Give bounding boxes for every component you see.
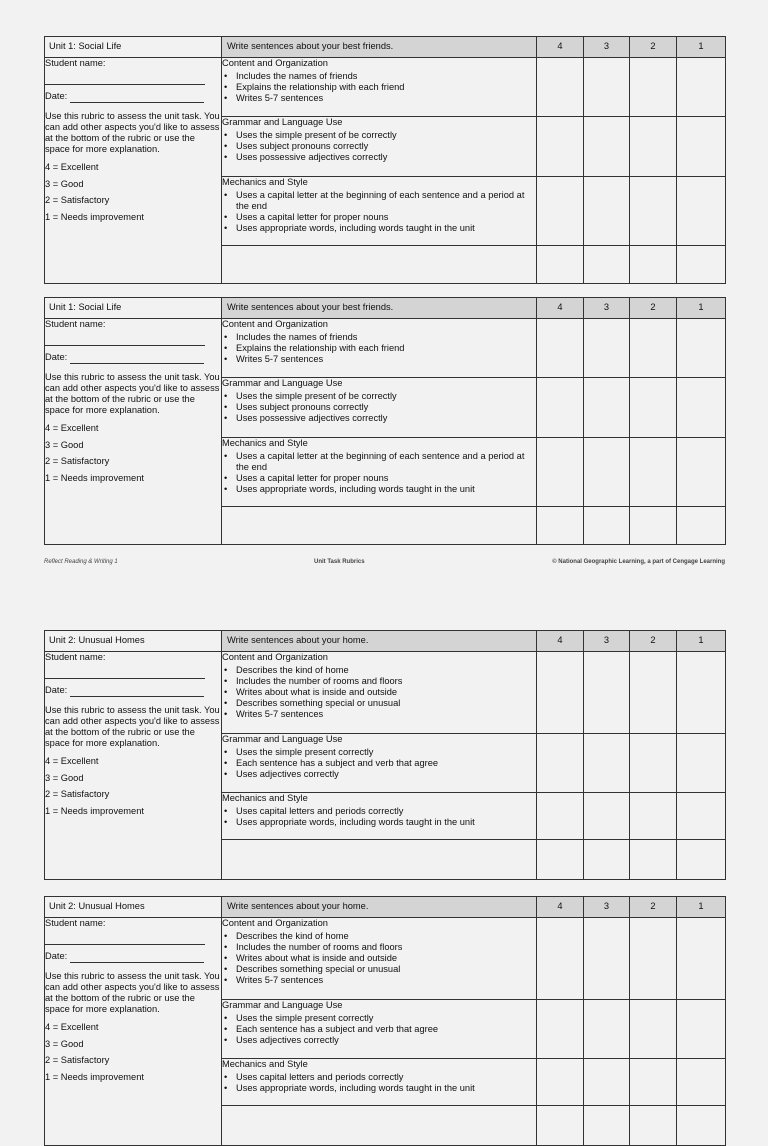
criteria-row (45, 319, 726, 378)
score-cell[interactable] (584, 117, 630, 177)
criterion-item: • Uses a capital letter at the beginning of each sentence and a period at the end (222, 190, 536, 212)
score-cell[interactable] (630, 840, 677, 880)
score-cell[interactable] (677, 117, 726, 177)
score-cell[interactable] (630, 652, 677, 734)
score-cell[interactable] (537, 438, 584, 507)
criterion-title: Content and Organization (222, 58, 328, 68)
score-cell[interactable] (537, 734, 584, 793)
score-level: 4 = Excellent (45, 423, 99, 434)
score-header: 2 (630, 631, 677, 652)
criterion-title: Content and Organization (222, 652, 328, 662)
score-header: 1 (677, 298, 726, 319)
rubric-instructions: Use this rubric to assess the unit task. You can add other aspects you'd like to assess at the bottom of the rubric or use the space for more explanation. (45, 371, 220, 415)
criterion-list (222, 1072, 536, 1094)
task-prompt: Write sentences about your home. (222, 631, 537, 652)
criterion-item: • Writes 5-7 sentences (222, 709, 536, 720)
score-cell[interactable] (537, 507, 584, 545)
score-cell[interactable] (584, 177, 630, 246)
extra-criterion-cell[interactable] (222, 246, 537, 284)
criterion-item: • Each sentence has a subject and verb that agree (222, 1024, 536, 1035)
score-header: 4 (537, 298, 584, 319)
score-cell[interactable] (537, 117, 584, 177)
score-cell[interactable] (584, 918, 630, 1000)
score-cell[interactable] (630, 507, 677, 545)
score-cell[interactable] (677, 840, 726, 880)
criterion-cell (222, 177, 537, 246)
criterion-cell (222, 652, 537, 734)
rubric-table (44, 896, 726, 1146)
date-field[interactable] (70, 354, 204, 364)
rubric-header-row (45, 897, 726, 918)
score-cell[interactable] (537, 1059, 584, 1106)
criterion-item: • Writes 5-7 sentences (222, 975, 536, 986)
student-name-field[interactable] (45, 943, 205, 945)
score-level: 1 = Needs improvement (45, 211, 144, 222)
criterion-title: Content and Organization (222, 319, 328, 329)
score-cell[interactable] (630, 117, 677, 177)
score-cell[interactable] (630, 793, 677, 840)
criterion-item: • Uses appropriate words, including words taught in the unit (222, 817, 536, 828)
criterion-list (222, 1013, 536, 1046)
score-cell[interactable] (630, 1000, 677, 1059)
criteria-row (45, 918, 726, 1000)
score-cell[interactable] (677, 1000, 726, 1059)
criterion-item: • Uses adjectives correctly (222, 1035, 536, 1046)
unit-title: Unit 2: Unusual Homes (45, 631, 222, 652)
rubric-instructions: Use this rubric to assess the unit task. You can add other aspects you'd like to assess at the bottom of the rubric or use the space for more explanation. (45, 110, 220, 154)
criterion-item: • Writes 5-7 sentences (222, 93, 536, 104)
date-field[interactable] (70, 687, 204, 697)
criterion-cell (222, 918, 537, 1000)
date-label: Date: (45, 951, 68, 962)
score-cell[interactable] (584, 378, 630, 438)
score-level: 1 = Needs improvement (45, 1071, 144, 1082)
criterion-cell (222, 378, 537, 438)
criterion-item: • Uses the simple present correctly (222, 1013, 536, 1024)
score-cell[interactable] (630, 918, 677, 1000)
rubric-table (44, 36, 726, 284)
score-header: 4 (537, 37, 584, 58)
date-label: Date: (45, 91, 68, 102)
criterion-title: Mechanics and Style (222, 177, 308, 187)
score-header: 4 (537, 897, 584, 918)
criterion-item: • Writes about what is inside and outside (222, 953, 536, 964)
criterion-list (222, 931, 536, 986)
extra-criterion-cell[interactable] (222, 1106, 537, 1146)
score-header: 3 (584, 37, 630, 58)
criterion-item: • Uses a capital letter for proper nouns (222, 212, 536, 223)
criterion-title: Content and Organization (222, 918, 328, 928)
score-header: 1 (677, 897, 726, 918)
student-name-label: Student name: (45, 652, 106, 662)
extra-criterion-cell[interactable] (222, 507, 537, 545)
criterion-item: • Uses possessive adjectives correctly (222, 413, 536, 424)
criterion-title: Mechanics and Style (222, 438, 308, 448)
rubric-instructions: Use this rubric to assess the unit task. You can add other aspects you'd like to assess at the bottom of the rubric or use the space for more explanation. (45, 970, 220, 1014)
score-cell[interactable] (677, 734, 726, 793)
date-label: Date: (45, 685, 68, 696)
score-cell[interactable] (630, 177, 677, 246)
rubric-header-row (45, 631, 726, 652)
criterion-item: • Uses possessive adjectives correctly (222, 152, 536, 163)
criterion-title: Grammar and Language Use (222, 378, 343, 388)
criterion-list (222, 130, 536, 163)
criterion-item: • Uses appropriate words, including words taught in the unit (222, 1083, 536, 1094)
score-cell[interactable] (630, 1059, 677, 1106)
task-prompt: Write sentences about your best friends. (222, 37, 537, 58)
criterion-item: • Uses the simple present correctly (222, 747, 536, 758)
criteria-row (45, 58, 726, 117)
date-field[interactable] (70, 953, 204, 963)
criterion-title: Mechanics and Style (222, 1059, 308, 1069)
rubric-header-row (45, 298, 726, 319)
date-label: Date: (45, 352, 68, 363)
criterion-title: Grammar and Language Use (222, 1000, 343, 1010)
score-cell[interactable] (584, 793, 630, 840)
task-prompt: Write sentences about your home. (222, 897, 537, 918)
score-cell[interactable] (677, 507, 726, 545)
score-level: 2 = Satisfactory (45, 789, 110, 800)
page-footer (44, 559, 725, 569)
score-cell[interactable] (584, 58, 630, 117)
criterion-item: • Writes about what is inside and outside (222, 687, 536, 698)
criterion-list (222, 806, 536, 828)
score-cell[interactable] (677, 177, 726, 246)
score-header: 2 (630, 298, 677, 319)
score-cell[interactable] (677, 246, 726, 284)
date-row (45, 352, 221, 363)
score-level: 3 = Good (45, 1038, 84, 1049)
score-header: 3 (584, 631, 630, 652)
criterion-list (222, 747, 536, 780)
criterion-item: • Uses a capital letter at the beginning of each sentence and a period at the end (222, 451, 536, 473)
score-cell[interactable] (630, 734, 677, 793)
score-level: 2 = Satisfactory (45, 1055, 110, 1066)
score-cell[interactable] (537, 793, 584, 840)
score-header: 3 (584, 298, 630, 319)
score-cell[interactable] (677, 1059, 726, 1106)
score-cell[interactable] (677, 58, 726, 117)
score-cell[interactable] (537, 840, 584, 880)
criterion-list (222, 451, 536, 495)
score-cell[interactable] (584, 840, 630, 880)
criterion-cell (222, 1059, 537, 1106)
student-name-field[interactable] (45, 677, 205, 679)
date-row (45, 951, 221, 962)
student-name-label: Student name: (45, 319, 106, 329)
criterion-item: • Describes the kind of home (222, 931, 536, 942)
score-header: 1 (677, 631, 726, 652)
score-cell[interactable] (677, 378, 726, 438)
score-cell[interactable] (630, 58, 677, 117)
criterion-title: Grammar and Language Use (222, 734, 343, 744)
rubric-instructions: Use this rubric to assess the unit task. You can add other aspects you'd like to assess at the bottom of the rubric or use the space for more explanation. (45, 704, 220, 748)
score-cell[interactable] (630, 1106, 677, 1146)
criterion-item: • Uses appropriate words, including words taught in the unit (222, 223, 536, 234)
score-cell[interactable] (584, 246, 630, 284)
student-name-label: Student name: (45, 58, 106, 68)
criterion-item: • Includes the number of rooms and floors (222, 942, 536, 953)
score-cell[interactable] (584, 734, 630, 793)
date-row (45, 91, 221, 102)
criterion-list (222, 71, 536, 104)
criterion-item: • Describes the kind of home (222, 665, 536, 676)
student-info-panel (45, 58, 222, 284)
score-cell[interactable] (537, 1000, 584, 1059)
score-cell[interactable] (537, 319, 584, 378)
score-cell[interactable] (537, 918, 584, 1000)
footer-copyright: © National Geographic Learning, a part of Cengage Learning (552, 559, 725, 565)
rubric-table (44, 630, 726, 880)
score-cell[interactable] (537, 58, 584, 117)
score-level: 1 = Needs improvement (45, 472, 144, 483)
criterion-cell (222, 793, 537, 840)
criterion-title: Mechanics and Style (222, 793, 308, 803)
score-level: 4 = Excellent (45, 1022, 99, 1033)
criterion-item: • Describes something special or unusual (222, 964, 536, 975)
score-level: 3 = Good (45, 178, 84, 189)
criterion-item: • Describes something special or unusual (222, 698, 536, 709)
score-cell[interactable] (630, 246, 677, 284)
criterion-item: • Uses capital letters and periods correctly (222, 1072, 536, 1083)
criterion-title: Grammar and Language Use (222, 117, 343, 127)
score-cell[interactable] (537, 1106, 584, 1146)
criterion-item: • Explains the relationship with each friend (222, 343, 536, 354)
score-cell[interactable] (677, 319, 726, 378)
score-header: 3 (584, 897, 630, 918)
criterion-cell (222, 319, 537, 378)
score-level: 4 = Excellent (45, 162, 99, 173)
criterion-item: • Uses capital letters and periods correctly (222, 806, 536, 817)
score-cell[interactable] (584, 652, 630, 734)
footer-book-title: Reflect Reading & Writing 1 (44, 559, 118, 565)
criterion-item: • Uses the simple present of be correctly (222, 391, 536, 402)
score-cell[interactable] (630, 378, 677, 438)
score-header: 2 (630, 897, 677, 918)
score-cell[interactable] (584, 319, 630, 378)
criterion-item: • Explains the relationship with each friend (222, 82, 536, 93)
criterion-item: • Includes the names of friends (222, 71, 536, 82)
score-cell[interactable] (584, 507, 630, 545)
score-cell[interactable] (584, 1000, 630, 1059)
score-level: 3 = Good (45, 772, 84, 783)
student-info-panel (45, 918, 222, 1146)
student-name-field[interactable] (45, 83, 205, 85)
score-cell[interactable] (584, 1059, 630, 1106)
student-name-field[interactable] (45, 344, 205, 346)
unit-title: Unit 2: Unusual Homes (45, 897, 222, 918)
criterion-item: • Uses subject pronouns correctly (222, 402, 536, 413)
score-header: 1 (677, 37, 726, 58)
unit-title: Unit 1: Social Life (45, 37, 222, 58)
score-cell[interactable] (537, 246, 584, 284)
criterion-list (222, 190, 536, 234)
score-cell[interactable] (677, 1106, 726, 1146)
criterion-item: • Uses the simple present of be correctly (222, 130, 536, 141)
student-info-panel (45, 319, 222, 545)
score-header: 4 (537, 631, 584, 652)
rubric-table (44, 297, 726, 545)
score-cell[interactable] (677, 438, 726, 507)
criterion-cell (222, 117, 537, 177)
score-cell[interactable] (630, 319, 677, 378)
score-cell[interactable] (630, 438, 677, 507)
criteria-row (45, 652, 726, 734)
unit-title: Unit 1: Social Life (45, 298, 222, 319)
score-cell[interactable] (537, 652, 584, 734)
rubric-header-row (45, 37, 726, 58)
date-row (45, 685, 221, 696)
criterion-list (222, 665, 536, 720)
criterion-item: • Uses appropriate words, including words taught in the unit (222, 484, 536, 495)
criterion-item: • Uses adjectives correctly (222, 769, 536, 780)
criterion-cell (222, 58, 537, 117)
extra-criterion-cell[interactable] (222, 840, 537, 880)
score-cell[interactable] (677, 652, 726, 734)
score-level: 3 = Good (45, 439, 84, 450)
score-cell[interactable] (677, 793, 726, 840)
criterion-cell (222, 734, 537, 793)
score-cell[interactable] (584, 438, 630, 507)
criterion-item: • Includes the number of rooms and floors (222, 676, 536, 687)
criterion-list (222, 332, 536, 365)
criterion-item: • Each sentence has a subject and verb that agree (222, 758, 536, 769)
score-level: 2 = Satisfactory (45, 456, 110, 467)
criterion-item: • Includes the names of friends (222, 332, 536, 343)
date-field[interactable] (70, 93, 204, 103)
footer-section: Unit Task Rubrics (314, 559, 365, 565)
criterion-cell (222, 1000, 537, 1059)
score-cell[interactable] (537, 177, 584, 246)
criterion-item: • Uses a capital letter for proper nouns (222, 473, 536, 484)
criterion-cell (222, 438, 537, 507)
score-cell[interactable] (537, 378, 584, 438)
score-level: 4 = Excellent (45, 756, 99, 767)
criterion-item: • Uses subject pronouns correctly (222, 141, 536, 152)
score-cell[interactable] (584, 1106, 630, 1146)
score-header: 2 (630, 37, 677, 58)
score-cell[interactable] (677, 918, 726, 1000)
student-name-label: Student name: (45, 918, 106, 928)
criterion-list (222, 391, 536, 424)
score-level: 1 = Needs improvement (45, 805, 144, 816)
score-level: 2 = Satisfactory (45, 195, 110, 206)
student-info-panel (45, 652, 222, 880)
criterion-item: • Writes 5-7 sentences (222, 354, 536, 365)
task-prompt: Write sentences about your best friends. (222, 298, 537, 319)
